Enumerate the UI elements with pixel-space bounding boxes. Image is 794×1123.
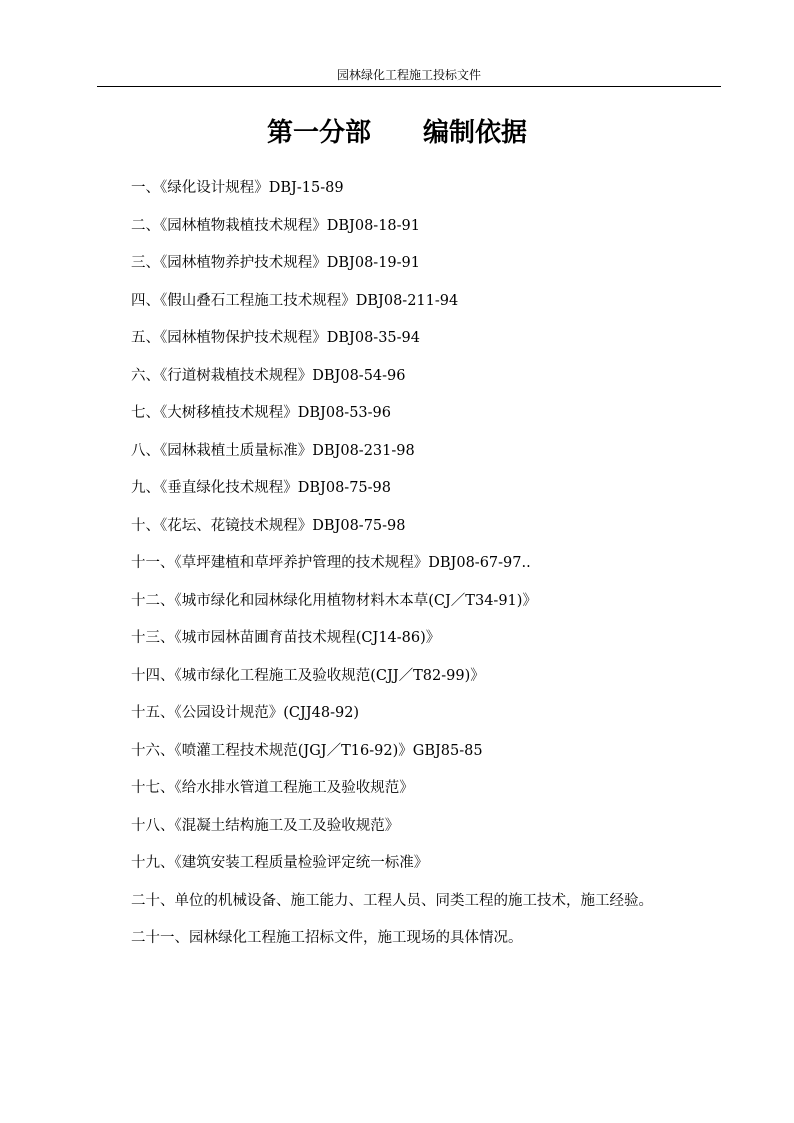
list-item: 二、《园林植物栽植技术规程》DBJ08-18-91 [131,217,420,234]
list-item: 十七、《给水排水管道工程施工及验收规范》 [131,780,414,796]
list-item: 十二、《城市绿化和园林绿化用植物材料木本草(CJ／T34-91)》 [131,592,537,609]
list-item: 一、《绿化设计规程》DBJ-15-89 [131,180,344,196]
list-item: 十、《花坛、花镜技术规程》DBJ08-75-98 [131,517,406,534]
list-item: 十八、《混凝土结构施工及工及验收规范》 [131,817,400,834]
header-text: 园林绿化工程施工投标文件 [336,68,481,82]
list-item: 七、《大树移植技术规程》DBJ08-53-96 [131,405,391,421]
list-item: 十三、《城市园林苗圃育苗技术规程(CJ14-86)》 [131,630,441,646]
section-title: 第一分部 编制依据 [266,118,527,148]
reference-list [131,175,751,963]
list-item: 九、《垂直绿化技术规程》DBJ08-75-98 [131,480,391,496]
list-item: 十一、《草坪建植和草坪养护管理的技术规程》DBJ08-67-97.. [131,555,531,571]
page-header [97,66,721,87]
list-item: 八、《园林栽植土质量标准》DBJ08-231-98 [131,442,415,459]
list-item: 二十、单位的机械设备、施工能力、工程人员、同类工程的施工技术，施工经验。 [131,892,653,909]
list-item: 三、《园林植物养护技术规程》DBJ08-19-91 [131,255,420,271]
list-item: 十四、《城市绿化工程施工及验收规范(CJJ／T82-99)》 [131,667,485,684]
list-item: 二十一、园林绿化工程施工招标文件，施工现场的具体情况。 [131,930,523,946]
list-item: 十五、《公园设计规范》(CJJ48-92) [131,705,360,721]
list-item: 十六、《喷灌工程技术规范(JGJ／T16-92)》GBJ85-85 [131,742,483,759]
list-item: 四、《假山叠石工程施工技术规程》DBJ08-211-94 [131,292,459,309]
list-item: 十九、《建筑安装工程质量检验评定统一标准》 [131,855,429,871]
list-item: 五、《园林植物保护技术规程》DBJ08-35-94 [131,330,420,346]
list-item: 六、《行道树栽植技术规程》DBJ08-54-96 [131,367,406,384]
